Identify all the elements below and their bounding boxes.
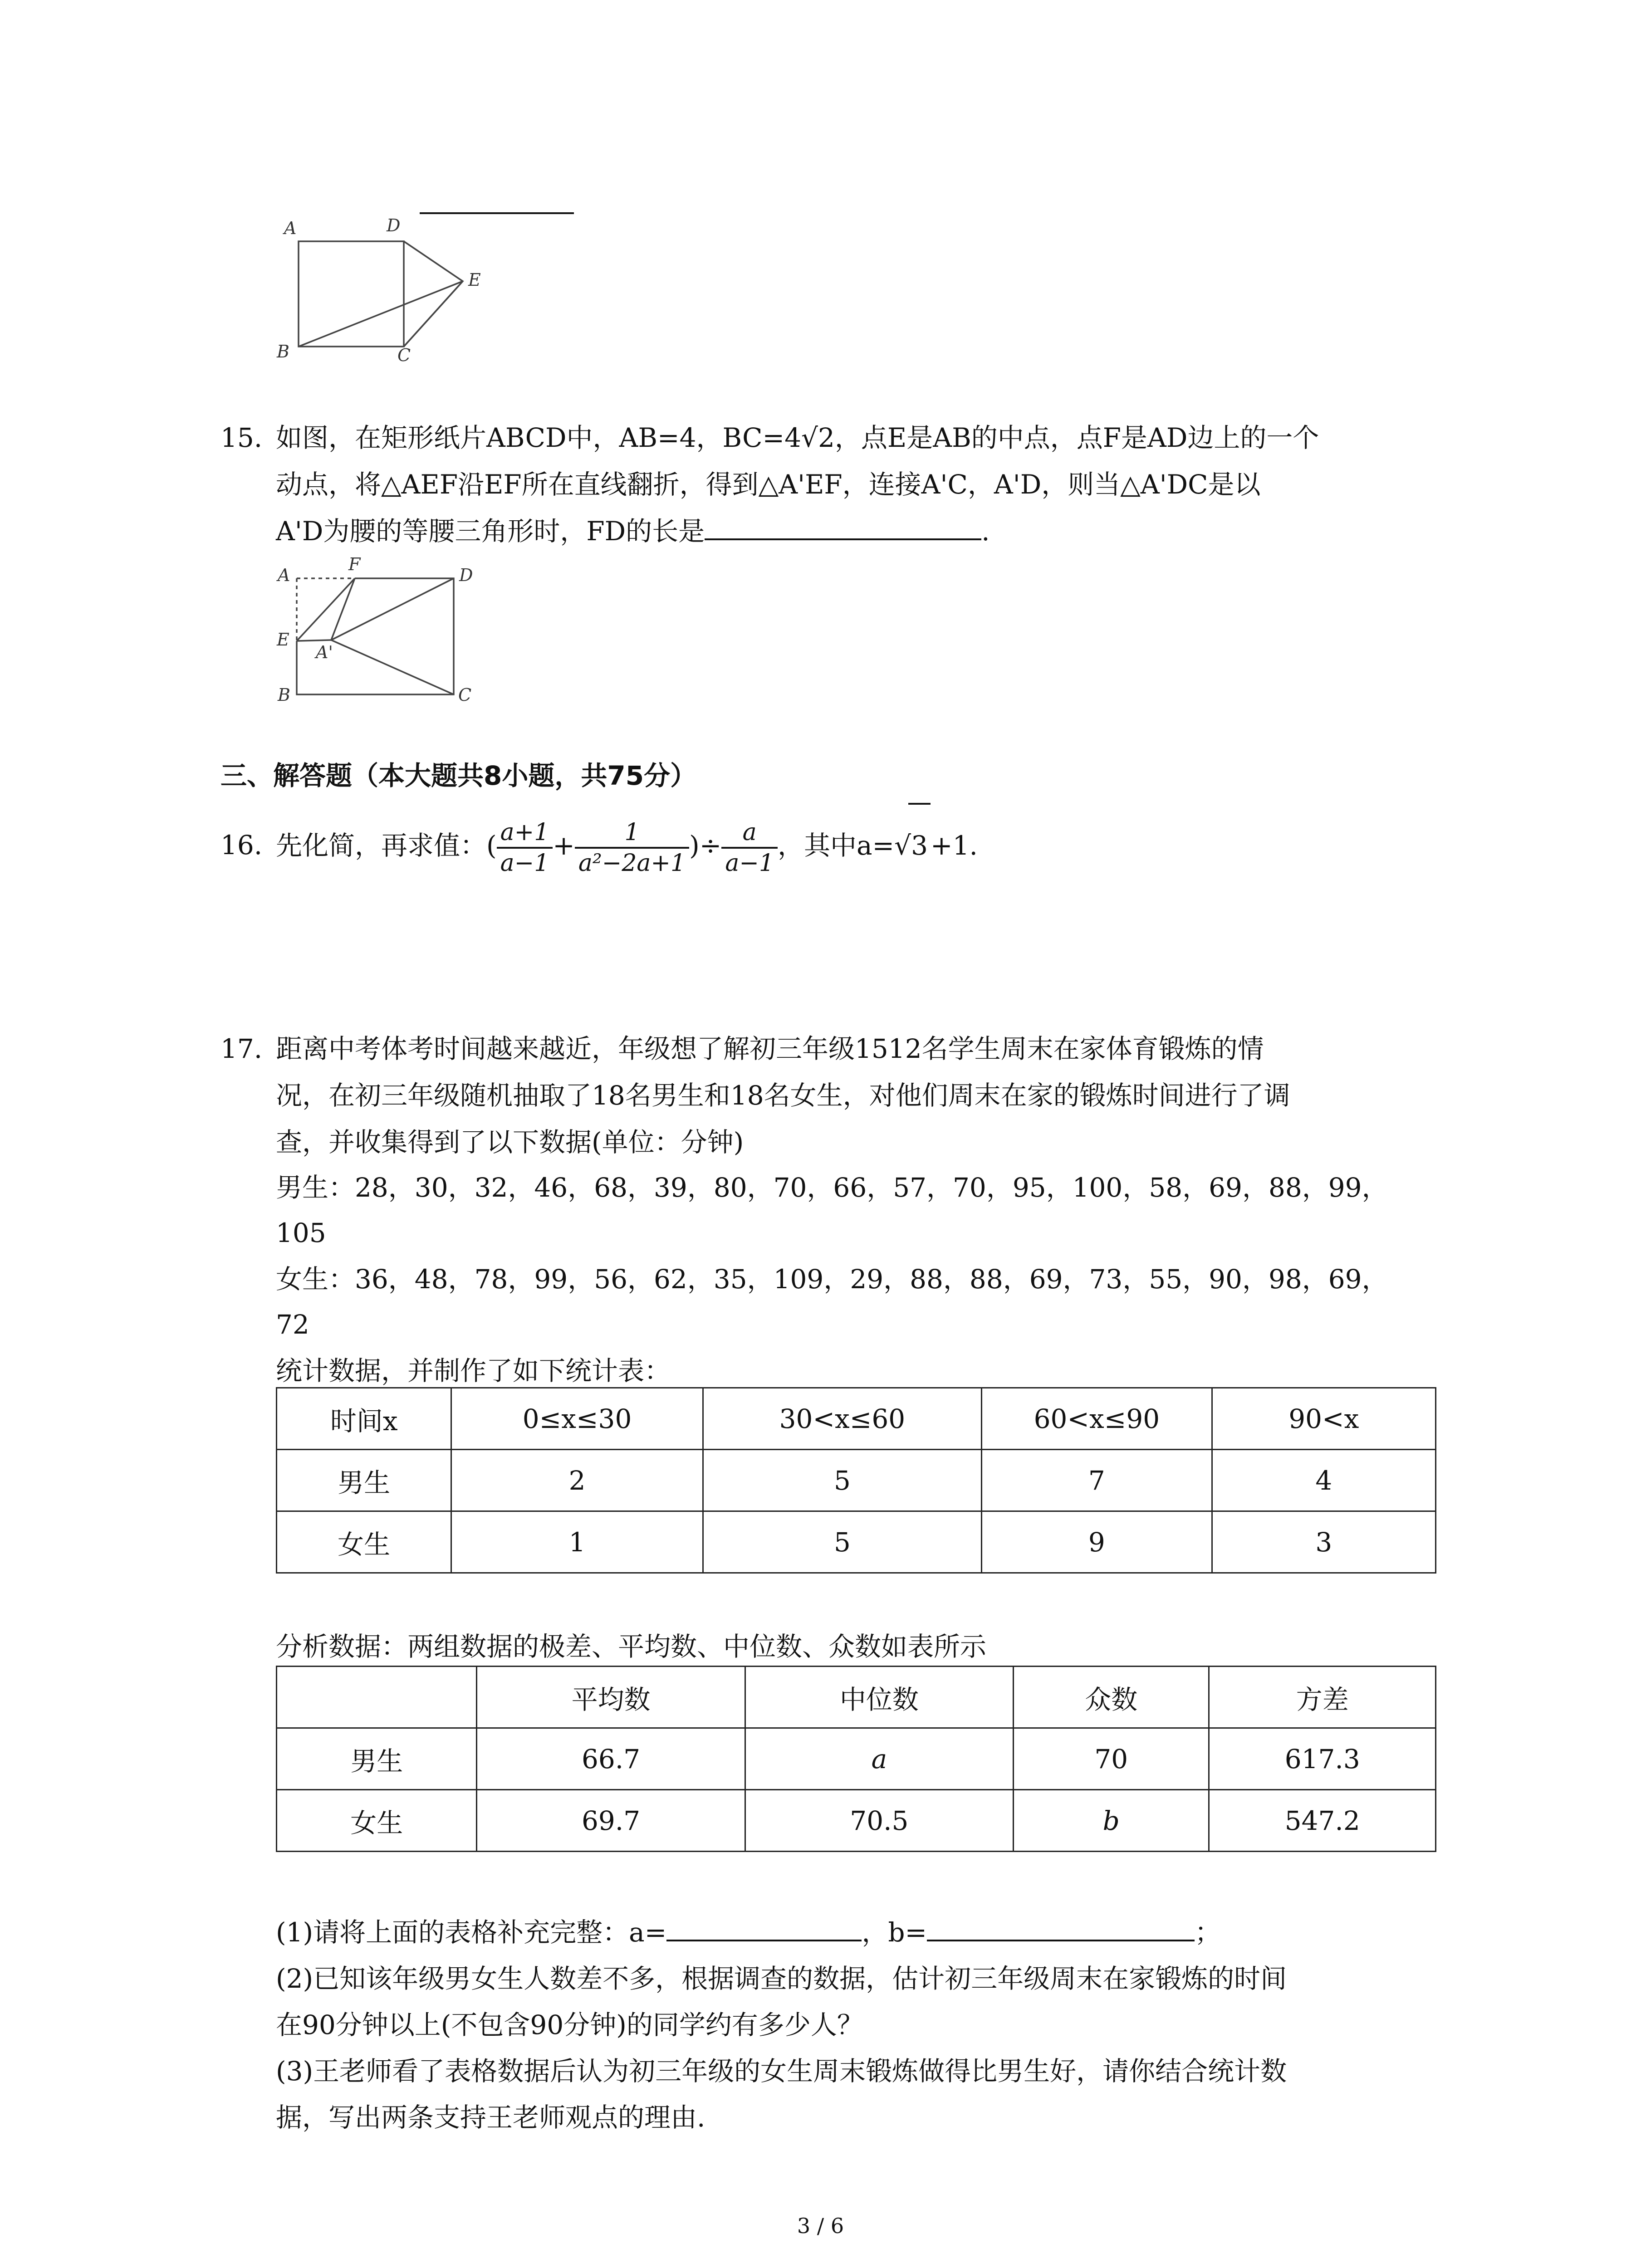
table1-header-range-2: 30<x≤60 bbox=[703, 1388, 981, 1450]
figure-q14 bbox=[272, 213, 508, 367]
fig15-label-f: F bbox=[348, 556, 361, 574]
q16-fraction-3 bbox=[721, 818, 778, 878]
fig15-label-a: A bbox=[278, 565, 290, 585]
q16-close-div: )÷ bbox=[689, 830, 722, 861]
q17-line-1: 距离中考体考时间越来越近，年级想了解初三年级1512名学生周末在家体育锻炼的情 bbox=[276, 1033, 1264, 1064]
table2-cell: 547.2 bbox=[1209, 1790, 1436, 1852]
q16-f2-numerator: 1 bbox=[575, 818, 689, 849]
q17-part-1-end: ； bbox=[1195, 1917, 1221, 1948]
q16-suffix: ，其中a= bbox=[777, 830, 895, 861]
table2-cell: 70.5 bbox=[745, 1790, 1013, 1852]
q15-line-3-text: A'D为腰的等腰三角形时，FD的长是 bbox=[276, 516, 705, 547]
answer-blank-a[interactable] bbox=[666, 1935, 862, 1941]
figure-q15 bbox=[272, 556, 490, 710]
fig14-line-ce bbox=[404, 281, 463, 347]
fig15-label-c: C bbox=[458, 685, 472, 705]
table1-cell: 7 bbox=[982, 1450, 1212, 1511]
q17-line-3: 查，并收集得到了以下数据(单位：分钟) bbox=[276, 1127, 744, 1158]
q17-boys-data: 男生：28，30，32，46，68，39，80，70，66，57，70，95，100，58，69，88，99， bbox=[276, 1172, 1388, 1203]
answer-blank-b[interactable] bbox=[927, 1935, 1195, 1941]
table2-header-mean: 平均数 bbox=[477, 1667, 745, 1728]
q17-number: 17. bbox=[220, 1033, 263, 1064]
q16-f1-numerator: a+1 bbox=[497, 818, 553, 849]
q15-line-3-end: . bbox=[981, 516, 990, 547]
fig15-label-b: B bbox=[278, 685, 290, 705]
table1-cell: 女生 bbox=[277, 1511, 451, 1573]
table-row bbox=[277, 1790, 1436, 1852]
fig14-label-c: C bbox=[397, 345, 411, 365]
fig14-triangle bbox=[404, 241, 463, 347]
fig15-line-ef bbox=[297, 578, 355, 641]
fig14-label-e: E bbox=[468, 270, 481, 290]
fig14-square bbox=[299, 241, 404, 347]
q16-number: 16. bbox=[220, 830, 263, 860]
table1-cell: 男生 bbox=[277, 1450, 451, 1511]
q17-part-1-text-a: (1)请将上面的表格补充完整：a= bbox=[276, 1917, 667, 1948]
q17-part-3-line-1: (3)王老师看了表格数据后认为初三年级的女生周末锻炼做得比男生好，请你结合统计数 bbox=[276, 2056, 1287, 2087]
table2-header-median: 中位数 bbox=[745, 1667, 1013, 1728]
fig15-line-ea1 bbox=[297, 640, 331, 641]
table2-cell: 男生 bbox=[277, 1728, 477, 1790]
fig14-line-be bbox=[299, 281, 463, 347]
q16-expression bbox=[276, 803, 978, 886]
table-row bbox=[277, 1450, 1436, 1511]
q17-part-2-line-1: (2)已知该年级男女生人数差不多，根据调查的数据，估计初三年级周末在家锻炼的时间 bbox=[276, 1963, 1287, 1994]
table1-cell: 1 bbox=[451, 1511, 703, 1573]
q16-fraction-1 bbox=[497, 818, 553, 878]
table-row bbox=[277, 1728, 1436, 1790]
q17-part-1-text-b: ，b= bbox=[862, 1917, 927, 1948]
table2-cell: 69.7 bbox=[477, 1790, 745, 1852]
fig15-line-a1c bbox=[331, 640, 454, 694]
q17-girls-data: 女生：36，48，78，99，56，62，35，109，29，88，88，69，73，55，90，98，69， bbox=[276, 1264, 1388, 1295]
fig14-label-a: A bbox=[284, 218, 297, 238]
table2-cell-b: b bbox=[1014, 1790, 1209, 1852]
fig14-label-b: B bbox=[277, 342, 289, 362]
q17-part-2-line-2: 在90分钟以上(不包含90分钟)的同学约有多少人？ bbox=[276, 2009, 863, 2040]
q15-number: 15. bbox=[220, 422, 263, 453]
table1-cell: 5 bbox=[703, 1450, 981, 1511]
fig15-label-d: D bbox=[459, 565, 473, 585]
fig14-label-d: D bbox=[387, 215, 401, 235]
fig15-rect bbox=[297, 578, 454, 694]
table1-cell: 2 bbox=[451, 1450, 703, 1511]
page-number: 3 / 6 bbox=[797, 2214, 844, 2238]
table2-cell-a: a bbox=[745, 1728, 1013, 1790]
table2-cell: 70 bbox=[1014, 1728, 1209, 1790]
table2-cell: 66.7 bbox=[477, 1728, 745, 1790]
table2-cell: 女生 bbox=[277, 1790, 477, 1852]
table2-cell: 617.3 bbox=[1209, 1728, 1436, 1790]
q15-line-2: 动点，将△AEF沿EF所在直线翻折，得到△A'EF，连接A'C，A'D，则当△A'DC是以 bbox=[276, 469, 1261, 500]
q15-line-1: 如图，在矩形纸片ABCD中，AB=4，BC=4√2，点E是AB的中点，点F是AD边上的一个 bbox=[276, 422, 1319, 453]
q17-line-2: 况，在初三年级随机抽取了18名男生和18名女生，对他们周末在家的锻炼时间进行了调 bbox=[276, 1080, 1290, 1111]
q16-f3-numerator: a bbox=[721, 818, 778, 849]
q17-part-1 bbox=[276, 1910, 1221, 1955]
sqrt-icon: √ bbox=[894, 830, 911, 861]
q17-boys-data-cont: 105 bbox=[276, 1217, 326, 1248]
table1-cell: 3 bbox=[1212, 1511, 1435, 1573]
section-3-heading: 三、解答题（本大题共8小题，共75分） bbox=[220, 760, 697, 791]
table2-header-mode: 众数 bbox=[1014, 1667, 1209, 1728]
table1-cell: 9 bbox=[982, 1511, 1212, 1573]
q16-suffix-end: +1. bbox=[931, 830, 978, 861]
fig15-label-a-prime: A' bbox=[316, 642, 333, 662]
q17-part-3-line-2: 据，写出两条支持王老师观点的理由. bbox=[276, 2102, 705, 2133]
q17-table1-intro: 统计数据，并制作了如下统计表： bbox=[276, 1355, 671, 1386]
table-row bbox=[277, 1388, 1436, 1450]
q16-f1-denominator: a−1 bbox=[500, 849, 549, 877]
table-row bbox=[277, 1511, 1436, 1573]
q16-plus: + bbox=[553, 830, 575, 861]
fig15-label-e: E bbox=[277, 630, 289, 650]
table1-header-range-4: 90<x bbox=[1212, 1388, 1435, 1450]
frequency-table bbox=[276, 1387, 1436, 1574]
statistics-table bbox=[276, 1666, 1436, 1852]
q16-f2-denominator: a²−2a+1 bbox=[578, 849, 686, 877]
q16-radicand: 3 bbox=[908, 803, 931, 886]
q16-prefix: 先化简，再求值：( bbox=[276, 830, 497, 861]
table2-header-variance: 方差 bbox=[1209, 1667, 1436, 1728]
answer-blank-q15[interactable] bbox=[705, 534, 981, 540]
fig15-line-a1d bbox=[331, 578, 454, 640]
table1-header-time: 时间x bbox=[277, 1388, 451, 1450]
q16-f3-denominator: a−1 bbox=[725, 849, 774, 877]
table-row bbox=[277, 1667, 1436, 1728]
table2-header-empty bbox=[277, 1667, 477, 1728]
table1-cell: 5 bbox=[703, 1511, 981, 1573]
q17-girls-data-cont: 72 bbox=[276, 1309, 309, 1340]
q15-line-3 bbox=[276, 508, 990, 554]
q17-analysis-intro: 分析数据：两组数据的极差、平均数、中位数、众数如表所示 bbox=[276, 1631, 987, 1662]
table1-header-range-1: 0≤x≤30 bbox=[451, 1388, 703, 1450]
table1-cell: 4 bbox=[1212, 1450, 1435, 1511]
q16-fraction-2 bbox=[575, 818, 689, 878]
table1-header-range-3: 60<x≤90 bbox=[982, 1388, 1212, 1450]
